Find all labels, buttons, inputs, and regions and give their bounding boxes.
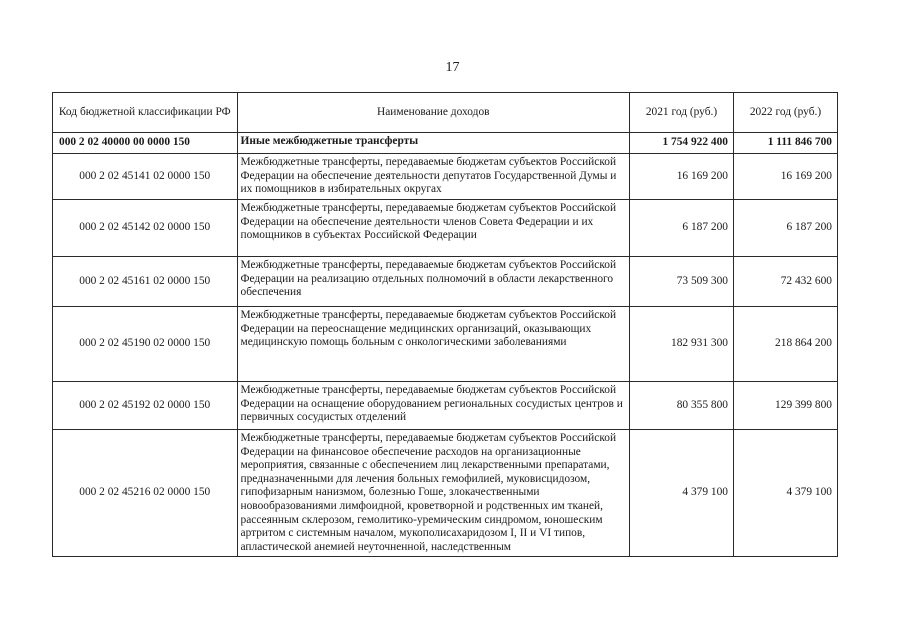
- row-code: 000 2 02 45216 02 0000 150: [53, 430, 238, 557]
- header-year-2022: 2022 год (руб.): [733, 93, 837, 133]
- row-year-2022: 218 864 200: [733, 307, 837, 382]
- row-year-2021: 80 355 800: [630, 382, 734, 430]
- row-name: Межбюджетные трансферты, передаваемые бюджетам субъектов Российской Федерации на оснащение оборудованием региональных сосудистых центров и первичных сосудистых отделений: [237, 382, 629, 430]
- total-name: Иные межбюджетные трансферты: [237, 133, 629, 154]
- row-year-2021: 6 187 200: [630, 200, 734, 257]
- total-year-2022: 1 111 846 700: [733, 133, 837, 154]
- budget-income-table: [52, 92, 838, 557]
- table-row: [53, 200, 838, 257]
- row-code: 000 2 02 45142 02 0000 150: [53, 200, 238, 257]
- header-year-2021: 2021 год (руб.): [630, 93, 734, 133]
- row-name: Межбюджетные трансферты, передаваемые бюджетам субъектов Российской Федерации на переоснащение медицинских организаций, оказывающих медицинскую помощь больным с онкологическими заболеваниями: [237, 307, 629, 382]
- table-row: [53, 257, 838, 307]
- row-year-2022: 16 169 200: [733, 154, 837, 200]
- header-name: Наименование доходов: [237, 93, 629, 133]
- row-code: 000 2 02 45192 02 0000 150: [53, 382, 238, 430]
- table-header-row: [53, 93, 838, 133]
- row-year-2021: 4 379 100: [630, 430, 734, 557]
- table-row: [53, 154, 838, 200]
- total-row: [53, 133, 838, 154]
- row-name: Межбюджетные трансферты, передаваемые бюджетам субъектов Российской Федерации на реализацию отдельных полномочий в области лекарственного обеспечения: [237, 257, 629, 307]
- row-name: Межбюджетные трансферты, передаваемые бюджетам субъектов Российской Федерации на обеспечение деятельности депутатов Государственной Думы и их помощников в избирательных округах: [237, 154, 629, 200]
- row-year-2022: 72 432 600: [733, 257, 837, 307]
- table-row: [53, 307, 838, 382]
- row-year-2021: 73 509 300: [630, 257, 734, 307]
- row-year-2022: 129 399 800: [733, 382, 837, 430]
- row-name-text: Межбюджетные трансферты, передаваемые бюджетам субъектов Российской Федерации на финансовое обеспечение расходов на организационные мероприятия, связанные с обеспечением лиц лекарственными препаратами, предназначенными для лечения больных гемофилией, муковисцидозом, гипофизарным нанизмом, болезнью Гоше, злокачественными новообразованиями лимфоидной, кроветворной и родственных им тканей, рассеянным склерозом, гемолитико-уремическим синдромом, юношеским артритом с системным началом, мукополисахаридозом I, II и VI типов, апластической анемией неуточненной, наследственным: [240, 432, 617, 553]
- page-number: 17: [445, 60, 460, 75]
- row-year-2022: 4 379 100: [733, 430, 837, 557]
- row-name: Межбюджетные трансферты, передаваемые бюджетам субъектов Российской Федерации на обеспечение деятельности членов Совета Федерации и их помощников в субъектах Российской Федерации: [237, 200, 629, 257]
- header-code: Код бюджетной классификации РФ: [53, 93, 238, 133]
- row-code: 000 2 02 45141 02 0000 150: [53, 154, 238, 200]
- table-row: [53, 430, 838, 557]
- total-year-2021: 1 754 922 400: [630, 133, 734, 154]
- row-year-2021: 182 931 300: [630, 307, 734, 382]
- total-code: 000 2 02 40000 00 0000 150: [53, 133, 238, 154]
- row-name: [237, 430, 629, 557]
- row-code: 000 2 02 45190 02 0000 150: [53, 307, 238, 382]
- row-year-2021: 16 169 200: [630, 154, 734, 200]
- table-row: [53, 382, 838, 430]
- row-year-2022: 6 187 200: [733, 200, 837, 257]
- row-code: 000 2 02 45161 02 0000 150: [53, 257, 238, 307]
